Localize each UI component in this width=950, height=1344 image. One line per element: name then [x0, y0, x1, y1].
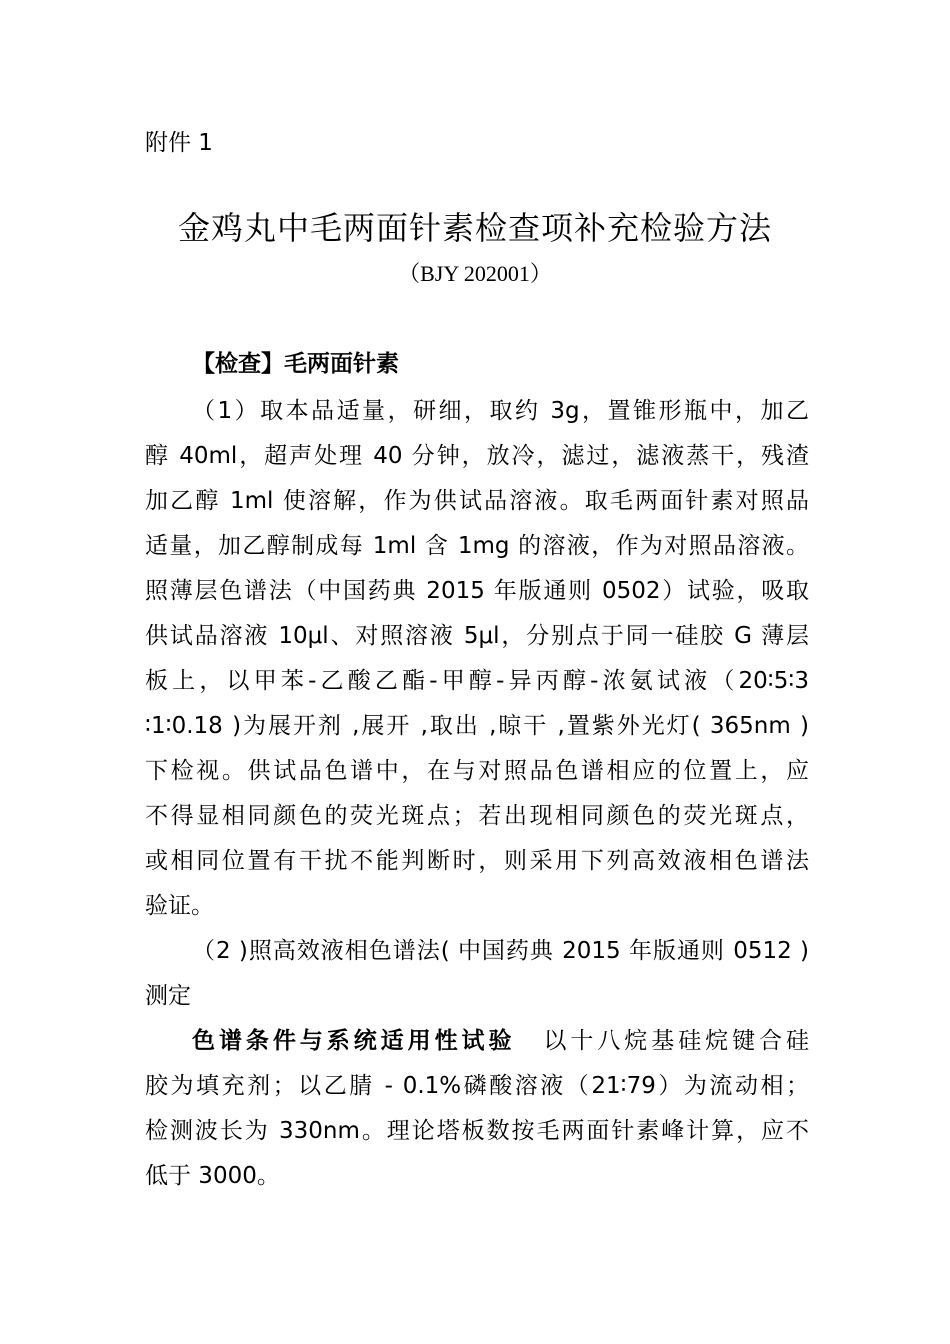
para3-line-3: 检测波长为 330nm。理论塔板数按毛两面针素峰计算，应不 [145, 1118, 809, 1144]
para3-line-1-text: 以十八烷基硅烷键合硅 [543, 1028, 809, 1054]
para1-line-2: 醇 40ml，超声处理 40 分钟，放冷，滤过，滤液蒸干，残渣 [145, 443, 809, 469]
para1-line-10: 不得显相同颜色的荧光斑点；若出现相同颜色的荧光斑点， [145, 803, 809, 829]
para1-line-11: 或相同位置有干扰不能判断时，则采用下列高效液相色谱法 [145, 848, 809, 874]
para1-line-12: 验证。 [145, 893, 214, 919]
para1-line-7: 板上，以甲苯-乙酸乙酯-甲醇-异丙醇-浓氨试液（20∶5∶3 [145, 668, 809, 694]
document-title: 金鸡丸中毛两面针素检查项补充检验方法 [177, 209, 772, 247]
attachment-label: 附件 1 [145, 130, 213, 156]
section-heading: 【检查】毛两面针素 [192, 351, 399, 377]
document-code: （BJY 202001） [398, 261, 552, 286]
para1-line-9: 下检视。供试品色谱中，在与对照品色谱相应的位置上，应 [145, 758, 809, 784]
para3-line-4: 低于 3000。 [145, 1163, 280, 1189]
para1-line-1: （1）取本品适量，研细，取约 3g，置锥形瓶中，加乙 [192, 398, 809, 424]
para3-line-2: 胶为填充剂；以乙腈 - 0.1%磷酸溶液（21∶79）为流动相； [145, 1073, 809, 1099]
chromatographic-conditions-heading: 色谱条件与系统适用性试验 [192, 1028, 516, 1054]
para3-line-1 [192, 1026, 809, 1056]
para1-line-5: 照薄层色谱法（中国药典 2015 年版通则 0502）试验，吸取 [145, 578, 809, 604]
para2-line-1: （2 )照高效液相色谱法( 中国药典 2015 年版通则 0512 ) [192, 938, 809, 964]
para1-line-8: ∶1∶0.18 )为展开剂 ,展开 ,取出 ,晾干 ,置紫外光灯( 365nm ) [145, 713, 809, 739]
para1-line-6: 供试品溶液 10μl、对照溶液 5μl，分别点于同一硅胶 G 薄层 [145, 623, 809, 649]
para2-line-2: 测定 [145, 983, 191, 1009]
para1-line-4: 适量，加乙醇制成每 1ml 含 1mg 的溶液，作为对照品溶液。 [145, 533, 809, 559]
para1-line-3: 加乙醇 1ml 使溶解，作为供试品溶液。取毛两面针素对照品 [145, 488, 809, 514]
